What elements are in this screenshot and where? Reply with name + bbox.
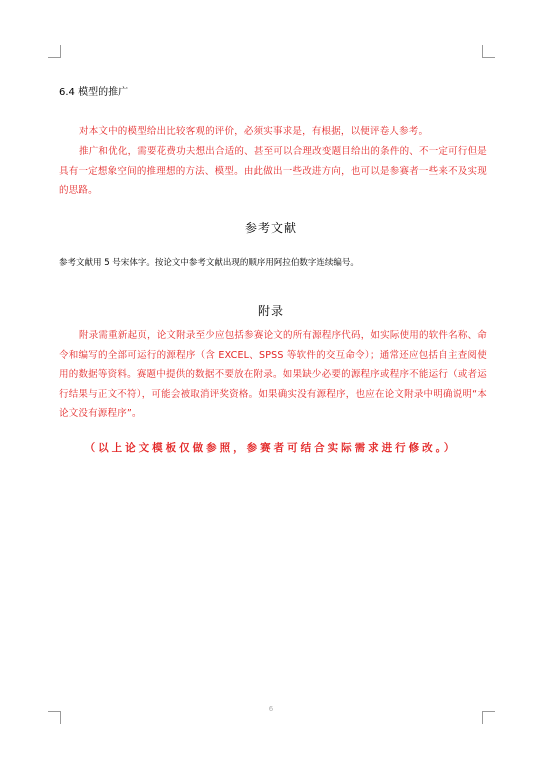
appendix-body: 附录需重新起页，论文附录至少应包括参赛论文的所有源程序代码，如实际使用的软件名称、命令和编写的全部可运行的源程序（含 EXCEL、SPSS 等软件的交互命令）；通常还应包括自主查阅使用的数据等资料。赛题中提供的数据不要放在附录。如果缺少必要的源程序或程序不能运行（或者运行结果与正文不符），可能会被取消评奖资格。如果确实没有源程序，也应在论文附录中明确说明“本论文没有源程序”。 — [59, 330, 487, 419]
template-note: （以上论文模板仅做参照，参赛者可结合实际需求进行修改。） — [84, 442, 458, 454]
corner-mark-top-right — [482, 45, 495, 58]
corner-mark-top-left — [48, 45, 61, 58]
section-heading: 6.4 模型的推广 — [59, 87, 129, 98]
model-evaluation-paragraph: 对本文中的模型给出比较客观的评价，必须实事求是，有根据，以便评卷人参考。 — [79, 126, 429, 137]
corner-mark-bottom-right — [482, 711, 495, 724]
corner-mark-bottom-left — [48, 711, 61, 724]
references-title: 参考文献 — [244, 221, 297, 235]
appendix-title: 附录 — [257, 304, 284, 318]
model-extension-paragraph: 推广和优化，需要花费功夫想出合适的、甚至可以合理改变题目给出的条件的、不一定可行但是具有一定想象空间的推理想的方法、模型。由此做出一些改进方向，也可以是参赛者一些来不及实现的思路。 — [59, 146, 487, 196]
page-number: 6 — [268, 705, 274, 713]
references-body: 参考文献用 5 号宋体字。按论文中参考文献出现的顺序用阿拉伯数字连续编号。 — [59, 258, 359, 268]
